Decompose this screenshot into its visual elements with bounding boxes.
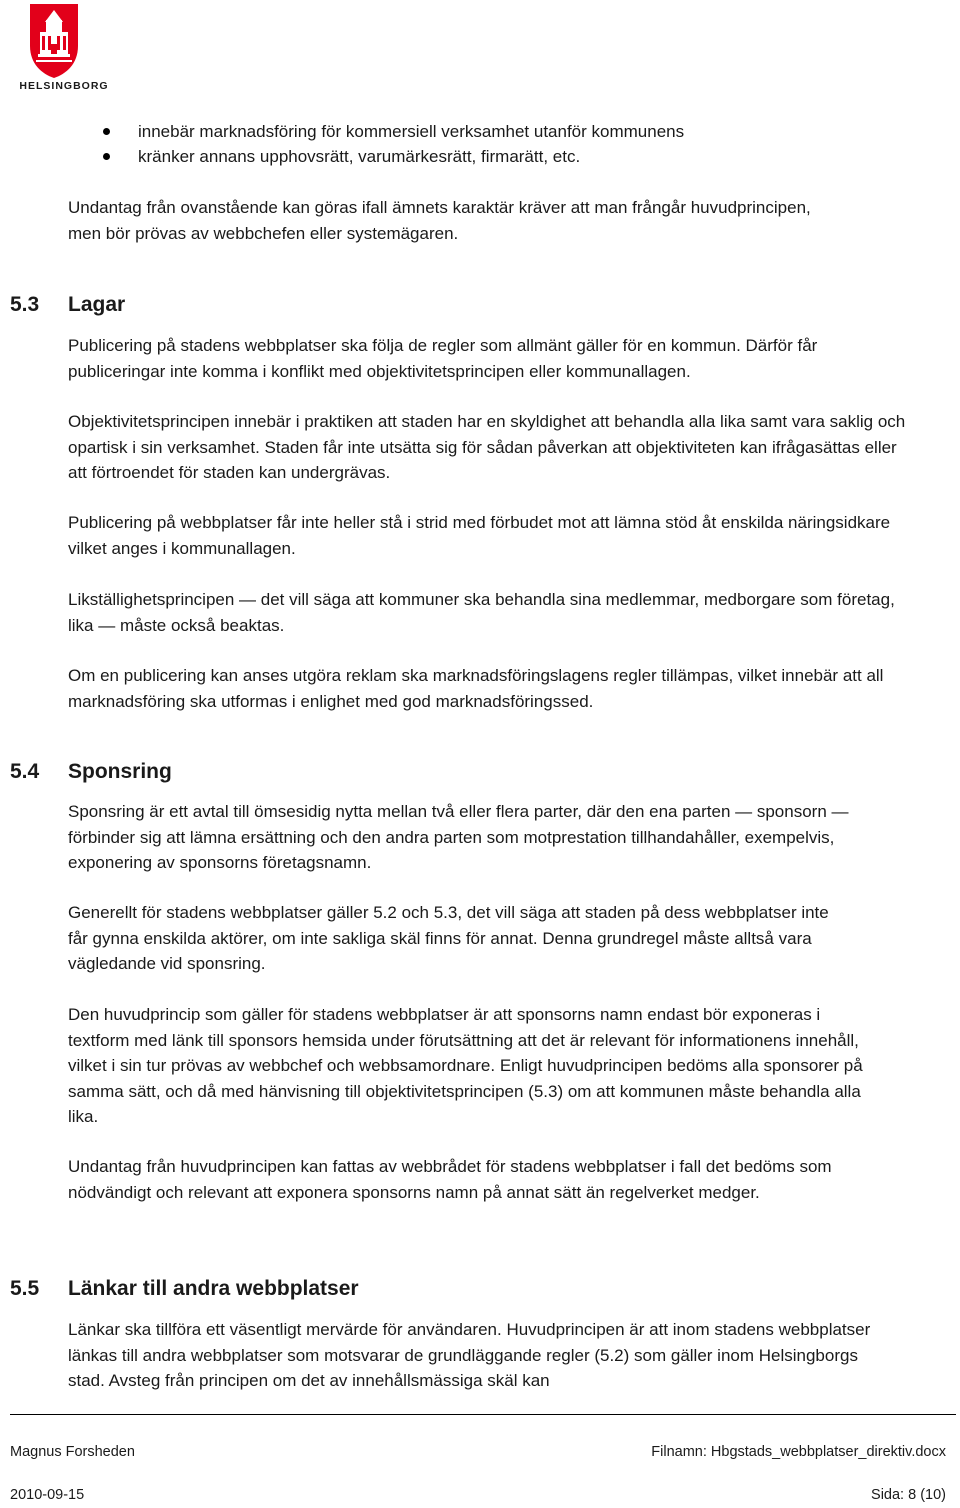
section-heading-5-4: 5.4 Sponsring [10, 760, 172, 783]
paragraph: Likställighetsprincipen — det vill säga att kommuner ska behandla sina medlemmar, medborgare som företag, lika — måste också beaktas. [68, 590, 895, 635]
paragraph: Undantag från huvudprincipen kan fattas av webbrådet för stadens webbplatser i fall det bedöms som nödvändigt och relevant att exponera sponsorns namn på annat sätt än regelverket medger. [68, 1157, 832, 1202]
paragraph: Om en publicering kan anses utgöra reklam ska marknadsföringslagens regler tillämpas, vilket innebär att all marknadsföring ska utformas i enlighet med god marknadsföringssed. [68, 666, 884, 711]
paragraph: Den huvudprincip som gäller för stadens webbplatser är att sponsorns namn endast bör exponeras i textform med länk till sponsors hemsida under förutsättning att det är relevant för informationens innehåll, vilket i sin tur prövas av webbchef och webbsamordnare. Enligt huvudprincipen bedöms alla sponsorer på samma sätt, och då med hänvisning till objektivitetsprincipen (5.3) om att kommunen måste behandla alla lika. [68, 1005, 863, 1126]
footer-page-number: Sida: 8 (10) [871, 1487, 946, 1503]
footer-date: 2010-09-15 [10, 1487, 85, 1503]
logo-wordmark: HELSINGBORG [19, 80, 109, 92]
city-crest-icon [10, 2, 98, 80]
footer-divider [10, 1414, 956, 1415]
bullet-icon [103, 153, 110, 160]
bullet-icon [103, 128, 110, 135]
paragraph: Sponsring är ett avtal till ömsesidig nytta mellan två eller flera parter, där den ena parten — sponsorn — förbinder sig att lämna ersättning och den andra parten som motprestation tillhandahåller, exempelvis, exponering av sponsorns företagsnamn. [68, 802, 849, 872]
intro-paragraph: Undantag från ovanstående kan göras ifall ämnets karaktär kräver att man frångår huvudprincipen, men bör prövas av webbchefen eller systemägaren. [68, 198, 811, 243]
paragraph: Publicering på stadens webbplatser ska följa de regler som allmänt gäller för en kommun. Därför får publiceringar inte komma i konflikt med objektivitetsprincipen eller kommunallagen. [68, 336, 818, 381]
footer-filename: Filnamn: Hbgstads_webbplatser_direktiv.docx [651, 1444, 946, 1460]
footer-author: Magnus Forsheden [10, 1444, 135, 1460]
paragraph: Objektivitetsprincipen innebär i praktiken att staden har en skyldighet att behandla alla lika samt vara saklig och opartisk i sin verksamhet. Staden får inte utsätta sig för sådan påverkan att objektiviteten kan ifrågasättas eller att förtroendet för staden kan undergrävas. [68, 412, 906, 482]
section-heading-5-5: 5.5 Länkar till andra webbplatser [10, 1277, 359, 1300]
paragraph: Länkar ska tillföra ett väsentligt mervärde för användaren. Huvudprincipen är att inom stadens webbplatser länkas till andra webbplatser som motsvarar de grundläggande regler (5.2) som gäller inom Helsingborgs stad. Avsteg från principen om det av innehållsmässiga skäl kan [68, 1320, 871, 1390]
helsingborg-logo [10, 2, 109, 94]
list-item: innebär marknadsföring för kommersiell verksamhet utanför kommunens [68, 119, 684, 144]
paragraph: Publicering på webbplatser får inte heller stå i strid med förbudet mot att lämna stöd åt enskilda näringsidkare vilket anges i kommunallagen. [68, 513, 891, 558]
paragraph: Generellt för stadens webbplatser gäller 5.2 och 5.3, det vill säga att staden på dess webbplatser inte får gynna enskilda aktörer, om inte sakliga skäl finns för annat. Denna grundregel måste alltså vara vägledande vid sponsring. [68, 903, 829, 973]
list-item: kränker annans upphovsrätt, varumärkesrätt, firmarätt, etc. [68, 144, 684, 169]
bullet-list [68, 119, 684, 169]
section-heading-5-3: 5.3 Lagar [10, 293, 126, 316]
